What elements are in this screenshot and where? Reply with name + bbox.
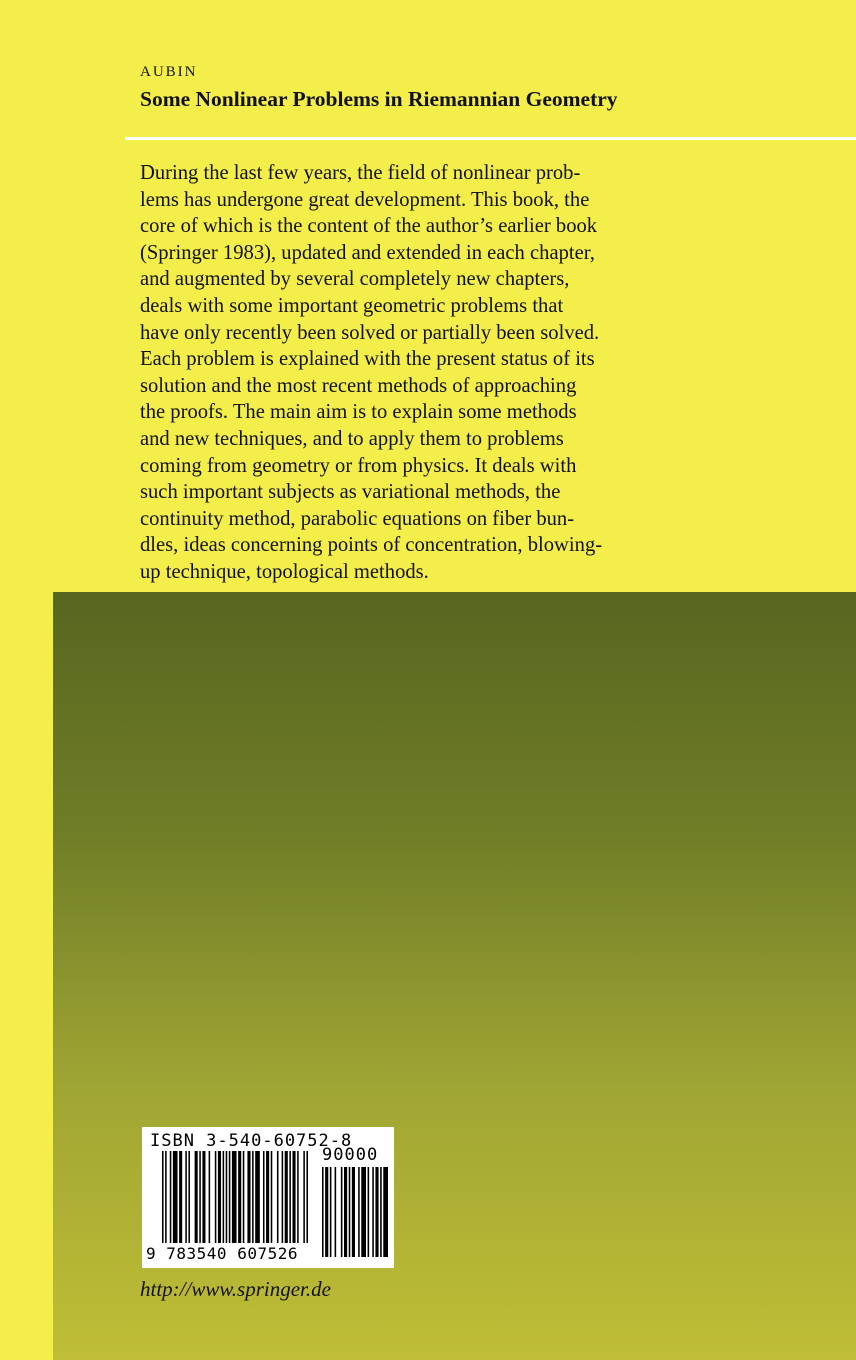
back-cover-header bbox=[140, 62, 840, 112]
description-line: Each problem is explained with the present status of its bbox=[140, 348, 595, 371]
price-code: 90000 bbox=[322, 1145, 379, 1165]
description-line: solution and the most recent methods of approaching bbox=[140, 374, 577, 397]
description-line: and new techniques, and to apply them to problems bbox=[140, 427, 564, 450]
description-line: During the last few years, the field of nonlinear prob- bbox=[140, 162, 581, 184]
addon-barcode-icon bbox=[322, 1167, 388, 1257]
description-line: up technique, topological methods. bbox=[140, 560, 429, 583]
description-line: (Springer 1983), updated and extended in each chapter, bbox=[140, 241, 595, 264]
description-line: have only recently been solved or partially been solved. bbox=[140, 321, 600, 344]
description-line: dles, ideas concerning points of concentration, blowing- bbox=[140, 534, 603, 557]
description-line: continuity method, parabolic equations on fiber bun- bbox=[140, 507, 575, 530]
barcode-area bbox=[142, 1127, 394, 1268]
ean-barcode-icon bbox=[162, 1151, 308, 1243]
description-line: lems has undergone great development. This book, the bbox=[140, 188, 590, 211]
publisher-url[interactable]: http://www.springer.de bbox=[140, 1277, 331, 1301]
description-line: such important subjects as variational methods, the bbox=[140, 481, 561, 504]
description-line: coming from geometry or from physics. It deals with bbox=[140, 454, 577, 477]
ean-number: 9 783540 607526 bbox=[146, 1244, 298, 1263]
book-title: Some Nonlinear Problems in Riemannian Geometry bbox=[140, 87, 618, 111]
isbn-label: ISBN 3-540-60752-8 bbox=[150, 1131, 353, 1151]
description-line: and augmented by several completely new chapters, bbox=[140, 268, 570, 291]
header-divider bbox=[125, 137, 856, 140]
description-line: the proofs. The main aim is to explain some methods bbox=[140, 401, 577, 424]
author-name: AUBIN bbox=[140, 64, 198, 80]
description-line: core of which is the content of the author’s earlier book bbox=[140, 215, 598, 238]
description-line: deals with some important geometric problems that bbox=[140, 294, 564, 317]
book-description bbox=[140, 160, 700, 586]
